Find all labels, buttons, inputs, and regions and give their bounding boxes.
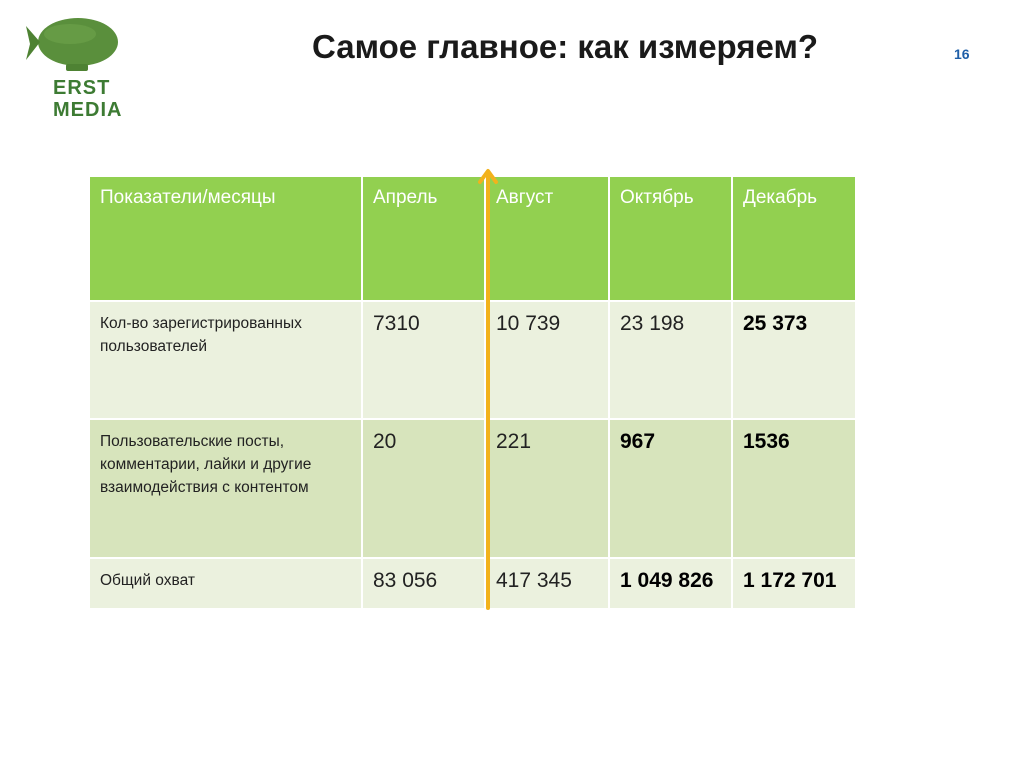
cell-registered-december: 25 373 bbox=[732, 301, 856, 419]
cell-reach-april: 83 056 bbox=[362, 558, 485, 609]
cell-registered-october: 23 198 bbox=[609, 301, 732, 419]
header-december: Декабрь bbox=[732, 176, 856, 301]
page-number: 16 bbox=[954, 46, 970, 62]
cell-reach-december: 1 172 701 bbox=[732, 558, 856, 609]
logo-text-erst: ERST bbox=[53, 77, 111, 99]
cell-registered-august: 10 739 bbox=[485, 301, 609, 419]
header-metrics: Показатели/месяцы bbox=[89, 176, 362, 301]
header-april: Апрель bbox=[362, 176, 485, 301]
logo-text-media: MEDIA bbox=[53, 99, 123, 121]
table-row bbox=[89, 558, 856, 609]
cell-interactions-august: 221 bbox=[485, 419, 609, 558]
erst-media-logo bbox=[22, 14, 132, 124]
table-header-row bbox=[89, 176, 856, 301]
row-label-registered-users: Кол-во зарегистрированных пользователей bbox=[89, 301, 362, 419]
table-row bbox=[89, 419, 856, 558]
metrics-table bbox=[88, 175, 857, 610]
cell-registered-april: 7310 bbox=[362, 301, 485, 419]
cell-reach-october: 1 049 826 bbox=[609, 558, 732, 609]
table-row bbox=[89, 301, 856, 419]
header-october: Октябрь bbox=[609, 176, 732, 301]
cell-reach-august: 417 345 bbox=[485, 558, 609, 609]
row-label-interactions: Пользовательские посты, комментарии, лайки и другие взаимодействия с контентом bbox=[89, 419, 362, 558]
cell-interactions-april: 20 bbox=[362, 419, 485, 558]
slide-title: Самое главное: как измеряем? bbox=[312, 28, 819, 65]
row-label-total-reach: Общий охват bbox=[89, 558, 362, 609]
cell-interactions-december: 1536 bbox=[732, 419, 856, 558]
up-arrow-icon bbox=[478, 166, 498, 612]
airship-icon bbox=[22, 14, 122, 76]
cell-interactions-october: 967 bbox=[609, 419, 732, 558]
header-august: Август bbox=[485, 176, 609, 301]
